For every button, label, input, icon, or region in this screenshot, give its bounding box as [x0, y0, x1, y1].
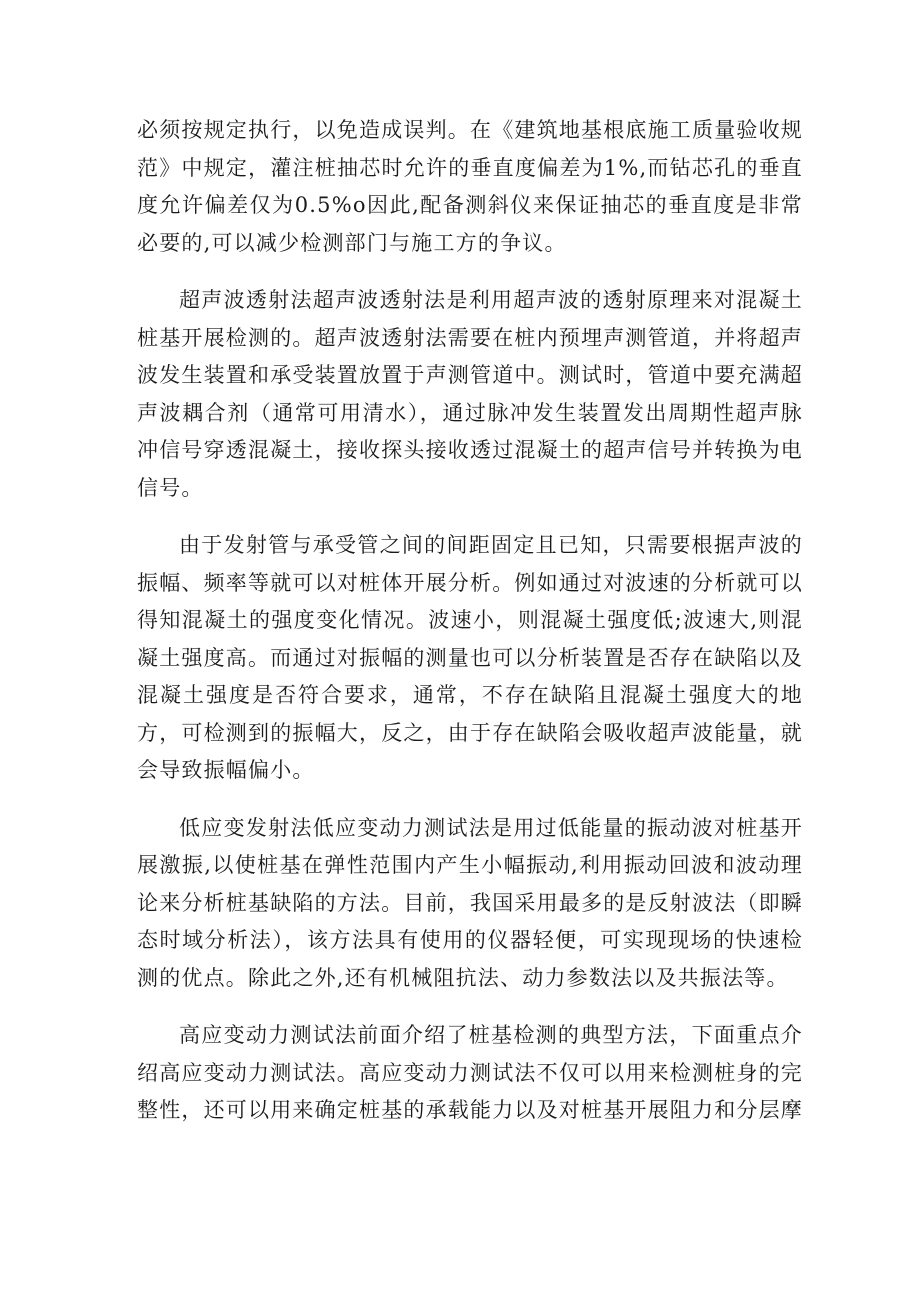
paragraph-1: 必须按规定执行，以免造成误判。在《建筑地基根底施工质量验收规范》中规定，灌注桩抽芯时允许的垂直度偏差为1%,而钻芯孔的垂直度允许偏差仅为0.5%o因此,配备测斜仪来保证抽芯的垂直度是非常必要的,可以减少检测部门与施工方的争议。 [137, 118, 803, 255]
paragraph-5: 高应变动力测试法前面介绍了桩基检测的典型方法，下面重点介绍高应变动力测试法。高应变动力测试法不仅可以用来检测桩身的完整性，还可以用来确定桩基的承载能力以及对桩基开展阻力和分层摩 [137, 1023, 803, 1122]
paragraph-4: 低应变发射法低应变动力测试法是用过低能量的振动波对桩基开展激振,以使桩基在弹性范围内产生小幅振动,利用振动回波和波动理论来分析桩基缺陷的方法。目前，我国采用最多的是反射波法（即瞬态时域分析法），该方法具有使用的仪器轻便，可实现现场的快速检测的优点。除此之外,还有机械阻抗法、动力参数法以及共振法等。 [137, 815, 803, 990]
paragraph-3: 由于发射管与承受管之间的间距固定且已知，只需要根据声波的振幅、频率等就可以对桩体开展分析。例如通过对波速的分析就可以得知混凝土的强度变化情况。波速小，则混凝土强度低;波速大,则混凝土强度高。而通过对振幅的测量也可以分析装置是否存在缺陷以及混凝土强度是否符合要求，通常，不存在缺陷且混凝土强度大的地方，可检测到的振幅大，反之，由于存在缺陷会吸收超声波能量，就会导致振幅偏小。 [137, 533, 803, 782]
document-body [137, 112, 803, 1150]
paragraph-2: 超声波透射法超声波透射法是利用超声波的透射原理来对混凝土桩基开展检测的。超声波透射法需要在桩内预埋声测管道，并将超声波发生装置和承受装置放置于声测管道中。测试时，管道中要充满超声波耦合剂（通常可用清水），通过脉冲发生装置发出周期性超声脉冲信号穿透混凝土，接收探头接收透过混凝土的超声信号并转换为电信号。 [137, 288, 803, 500]
